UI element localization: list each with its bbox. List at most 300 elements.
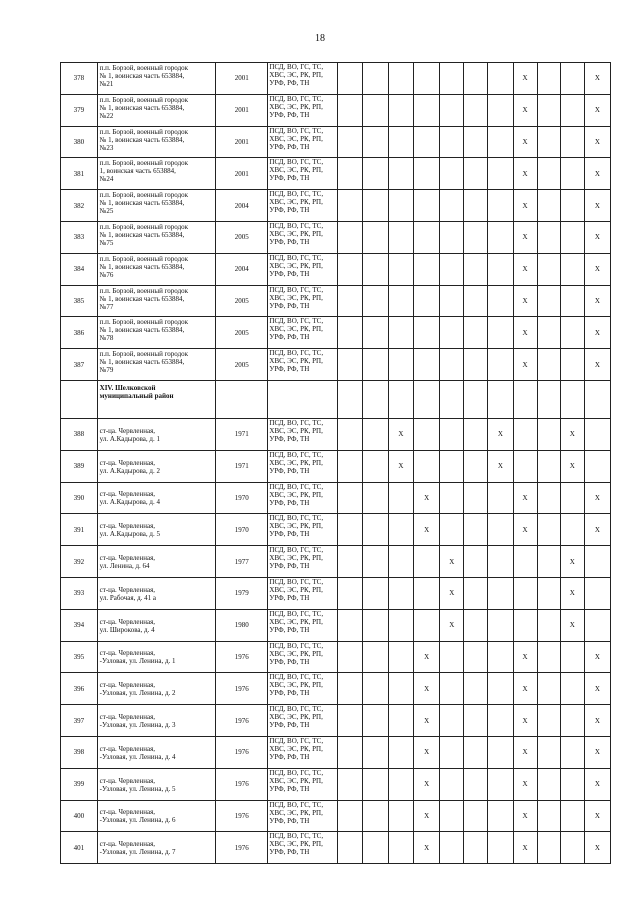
mark-cell: [414, 285, 440, 317]
row-address: ст-ца. Червленная, -Узловая, ул. Ленина, д. 2: [97, 673, 215, 705]
row-systems: ПСД, ВО, ГС, ТС, ХВС, ЭС, РК, РП, УРФ, РФ, ТН: [268, 158, 337, 190]
row-address: ст-ца. Червленная, ул. А.Кадырова, д. 5: [97, 514, 215, 546]
row-year: 2001: [216, 94, 268, 126]
row-address: ст-ца. Червленная, ул. А.Кадырова, д. 4: [97, 482, 215, 514]
mark-cell: [440, 800, 464, 832]
row-systems: ПСД, ВО, ГС, ТС, ХВС, ЭС, РК, РП, УРФ, РФ, ТН: [268, 800, 337, 832]
row-number: 388: [61, 418, 98, 450]
mark-cell: [337, 221, 362, 253]
row-number: 381: [61, 158, 98, 190]
section-title: XIV. Шелковской муниципальный район: [97, 380, 215, 418]
buildings-table: [60, 62, 611, 864]
mark-cell: [488, 317, 513, 349]
mark-cell: [464, 221, 488, 253]
mark-cell: [488, 285, 513, 317]
mark-cell: [537, 705, 560, 737]
row-year: 2005: [216, 285, 268, 317]
mark-cell: X: [560, 577, 584, 609]
mark-cell: [560, 673, 584, 705]
mark-cell: [560, 482, 584, 514]
row-number: 398: [61, 736, 98, 768]
mark-cell: [464, 609, 488, 641]
mark-cell: X: [513, 63, 537, 95]
mark-cell: [584, 577, 610, 609]
mark-cell: [560, 736, 584, 768]
row-systems: ПСД, ВО, ГС, ТС, ХВС, ЭС, РК, РП, УРФ, РФ, ТН: [268, 190, 337, 222]
mark-cell: [440, 832, 464, 864]
mark-cell: [560, 94, 584, 126]
table-row: [61, 349, 611, 381]
mark-cell: [440, 349, 464, 381]
row-number: 393: [61, 577, 98, 609]
section: [61, 380, 611, 418]
mark-cell: [584, 609, 610, 641]
mark-cell: [337, 285, 362, 317]
section-num-cell: [61, 380, 98, 418]
mark-cell: [537, 190, 560, 222]
mark-cell: X: [560, 546, 584, 578]
mark-cell: [414, 190, 440, 222]
mark-cell: [537, 800, 560, 832]
mark-cell: [440, 285, 464, 317]
row-systems: ПСД, ВО, ГС, ТС, ХВС, ЭС, РК, РП, УРФ, РФ, ТН: [268, 285, 337, 317]
mark-cell: [337, 641, 362, 673]
mark-cell: X: [513, 800, 537, 832]
mark-cell: [388, 349, 413, 381]
mark-cell: [560, 514, 584, 546]
row-systems: ПСД, ВО, ГС, ТС, ХВС, ЭС, РК, РП, УРФ, РФ, ТН: [268, 221, 337, 253]
row-number: 384: [61, 253, 98, 285]
mark-cell: X: [513, 126, 537, 158]
mark-cell: [584, 450, 610, 482]
mark-cell: [440, 450, 464, 482]
mark-cell: [362, 609, 388, 641]
mark-cell: [560, 158, 584, 190]
table-row: [61, 63, 611, 95]
row-systems: ПСД, ВО, ГС, ТС, ХВС, ЭС, РК, РП, УРФ, РФ, ТН: [268, 126, 337, 158]
row-address: ст-ца. Червленная, ул. А.Кадырова, д. 2: [97, 450, 215, 482]
mark-cell: [464, 705, 488, 737]
mark-cell: [560, 832, 584, 864]
mark-cell: [537, 418, 560, 450]
mark-cell: X: [513, 158, 537, 190]
mark-cell: [560, 641, 584, 673]
mark-cell: [337, 482, 362, 514]
row-systems: ПСД, ВО, ГС, ТС, ХВС, ЭС, РК, РП, УРФ, РФ, ТН: [268, 94, 337, 126]
mark-cell: [337, 736, 362, 768]
section-row: [61, 380, 611, 418]
row-systems: ПСД, ВО, ГС, ТС, ХВС, ЭС, РК, РП, УРФ, РФ, ТН: [268, 546, 337, 578]
row-number: 401: [61, 832, 98, 864]
mark-cell: X: [584, 736, 610, 768]
mark-cell: [388, 736, 413, 768]
mark-cell: [488, 577, 513, 609]
mark-cell: X: [584, 190, 610, 222]
mark-cell: [362, 577, 388, 609]
mark-cell: [337, 800, 362, 832]
mark-cell: [464, 349, 488, 381]
row-address: ст-ца. Червленная, -Узловая, ул. Ленина, д. 4: [97, 736, 215, 768]
table-row: [61, 126, 611, 158]
mark-cell: [362, 832, 388, 864]
mark-cell: [337, 158, 362, 190]
mark-cell: [440, 94, 464, 126]
mark-cell: [513, 450, 537, 482]
mark-cell: [488, 546, 513, 578]
mark-cell: [362, 349, 388, 381]
mark-cell: X: [584, 63, 610, 95]
mark-cell: X: [513, 349, 537, 381]
mark-cell: [537, 641, 560, 673]
mark-cell: [414, 221, 440, 253]
mark-cell: [388, 800, 413, 832]
row-number: 385: [61, 285, 98, 317]
mark-cell: [464, 285, 488, 317]
mark-cell: [488, 736, 513, 768]
row-address: ст-ца. Червленная, -Узловая, ул. Ленина, д. 1: [97, 641, 215, 673]
row-year: 1976: [216, 736, 268, 768]
table-row: [61, 673, 611, 705]
row-number: 378: [61, 63, 98, 95]
row-year: 1976: [216, 800, 268, 832]
row-number: 387: [61, 349, 98, 381]
table-row: [61, 768, 611, 800]
mark-cell: [388, 673, 413, 705]
mark-cell: [337, 546, 362, 578]
mark-cell: [388, 546, 413, 578]
mark-cell: [362, 705, 388, 737]
mark-cell: [464, 418, 488, 450]
mark-cell: [440, 768, 464, 800]
row-systems: ПСД, ВО, ГС, ТС, ХВС, ЭС, РК, РП, УРФ, РФ, ТН: [268, 450, 337, 482]
mark-cell: [337, 317, 362, 349]
row-year: 1976: [216, 705, 268, 737]
mark-cell: [440, 253, 464, 285]
mark-cell: [337, 673, 362, 705]
mark-cell: [414, 94, 440, 126]
mark-cell: X: [584, 126, 610, 158]
mark-cell: [537, 126, 560, 158]
mark-cell: [362, 641, 388, 673]
mark-cell: [440, 158, 464, 190]
mark-cell: [537, 63, 560, 95]
row-systems: ПСД, ВО, ГС, ТС, ХВС, ЭС, РК, РП, УРФ, РФ, ТН: [268, 63, 337, 95]
mark-cell: [362, 673, 388, 705]
mark-cell: X: [513, 253, 537, 285]
mark-cell: [537, 285, 560, 317]
mark-cell: [513, 418, 537, 450]
mark-cell: [414, 418, 440, 450]
row-address: п.п. Борзой, военный городок № 1, воинская часть 653884, №78: [97, 317, 215, 349]
mark-cell: [337, 514, 362, 546]
mark-cell: [560, 800, 584, 832]
row-year: 2001: [216, 158, 268, 190]
mark-cell: [464, 514, 488, 546]
mark-cell: [560, 253, 584, 285]
mark-cell: [537, 482, 560, 514]
row-systems: ПСД, ВО, ГС, ТС, ХВС, ЭС, РК, РП, УРФ, РФ, ТН: [268, 577, 337, 609]
mark-cell: [337, 349, 362, 381]
row-number: 395: [61, 641, 98, 673]
row-year: 1980: [216, 609, 268, 641]
mark-cell: X: [513, 190, 537, 222]
mark-cell: [560, 221, 584, 253]
mark-cell: X: [513, 705, 537, 737]
mark-cell: [337, 832, 362, 864]
mark-cell: [560, 63, 584, 95]
mark-cell: [440, 418, 464, 450]
mark-cell: [464, 63, 488, 95]
mark-cell: [362, 800, 388, 832]
mark-cell: [464, 768, 488, 800]
row-address: п.п. Борзой, военный городок № 1, воинская часть 653884, №25: [97, 190, 215, 222]
mark-cell: [560, 768, 584, 800]
mark-cell: X: [560, 418, 584, 450]
table-row: [61, 736, 611, 768]
row-systems: ПСД, ВО, ГС, ТС, ХВС, ЭС, РК, РП, УРФ, РФ, ТН: [268, 482, 337, 514]
mark-cell: X: [414, 705, 440, 737]
mark-cell: X: [584, 253, 610, 285]
rows-before: [61, 63, 611, 381]
row-number: 386: [61, 317, 98, 349]
table-row: [61, 418, 611, 450]
mark-cell: X: [513, 317, 537, 349]
mark-cell: X: [513, 514, 537, 546]
mark-cell: [584, 546, 610, 578]
mark-cell: X: [513, 832, 537, 864]
mark-cell: [488, 221, 513, 253]
row-year: 1976: [216, 768, 268, 800]
row-number: 383: [61, 221, 98, 253]
mark-cell: [388, 514, 413, 546]
mark-cell: [488, 94, 513, 126]
row-address: п.п. Борзой, военный городок № 1, воинская часть 653884, №21: [97, 63, 215, 95]
table-row: [61, 577, 611, 609]
mark-cell: [337, 63, 362, 95]
mark-cell: [464, 546, 488, 578]
mark-cell: [537, 94, 560, 126]
mark-cell: X: [513, 673, 537, 705]
mark-cell: [464, 641, 488, 673]
row-year: 1976: [216, 641, 268, 673]
mark-cell: [337, 253, 362, 285]
mark-cell: X: [584, 221, 610, 253]
table-row: [61, 221, 611, 253]
mark-cell: X: [584, 285, 610, 317]
mark-cell: [414, 546, 440, 578]
mark-cell: X: [584, 768, 610, 800]
mark-cell: [362, 768, 388, 800]
row-systems: ПСД, ВО, ГС, ТС, ХВС, ЭС, РК, РП, УРФ, РФ, ТН: [268, 673, 337, 705]
row-systems: ПСД, ВО, ГС, ТС, ХВС, ЭС, РК, РП, УРФ, РФ, ТН: [268, 768, 337, 800]
mark-cell: [414, 349, 440, 381]
mark-cell: [388, 285, 413, 317]
row-address: ст-ца. Червленная, -Узловая, ул. Ленина, д. 6: [97, 800, 215, 832]
row-address: ст-ца. Червленная, -Узловая, ул. Ленина, д. 3: [97, 705, 215, 737]
mark-cell: X: [584, 317, 610, 349]
row-address: ст-ца. Червленная, -Узловая, ул. Ленина, д. 7: [97, 832, 215, 864]
mark-cell: [488, 609, 513, 641]
mark-cell: [337, 577, 362, 609]
mark-cell: [560, 285, 584, 317]
row-year: 2004: [216, 253, 268, 285]
mark-cell: X: [584, 94, 610, 126]
mark-cell: [488, 253, 513, 285]
mark-cell: [388, 63, 413, 95]
mark-cell: X: [584, 482, 610, 514]
mark-cell: [584, 418, 610, 450]
row-number: 382: [61, 190, 98, 222]
mark-cell: [388, 609, 413, 641]
mark-cell: [537, 349, 560, 381]
mark-cell: X: [488, 418, 513, 450]
mark-cell: [513, 609, 537, 641]
page-number: 18: [315, 33, 325, 44]
mark-cell: [388, 221, 413, 253]
row-systems: ПСД, ВО, ГС, ТС, ХВС, ЭС, РК, РП, УРФ, РФ, ТН: [268, 641, 337, 673]
row-year: 1977: [216, 546, 268, 578]
mark-cell: [537, 514, 560, 546]
mark-cell: [464, 673, 488, 705]
mark-cell: [414, 609, 440, 641]
row-year: 1970: [216, 514, 268, 546]
table-row: [61, 190, 611, 222]
row-number: 391: [61, 514, 98, 546]
mark-cell: [414, 317, 440, 349]
table-row: [61, 94, 611, 126]
mark-cell: [440, 221, 464, 253]
mark-cell: [488, 126, 513, 158]
mark-cell: [488, 482, 513, 514]
mark-cell: [440, 126, 464, 158]
mark-cell: [560, 190, 584, 222]
mark-cell: [537, 158, 560, 190]
mark-cell: [537, 673, 560, 705]
mark-cell: [362, 158, 388, 190]
mark-cell: X: [388, 450, 413, 482]
mark-cell: [464, 158, 488, 190]
mark-cell: [464, 482, 488, 514]
table-row: [61, 800, 611, 832]
mark-cell: X: [414, 768, 440, 800]
mark-cell: [414, 126, 440, 158]
mark-cell: [362, 317, 388, 349]
table-row: [61, 253, 611, 285]
table-row: [61, 832, 611, 864]
mark-cell: [537, 609, 560, 641]
mark-cell: X: [584, 673, 610, 705]
mark-cell: X: [414, 641, 440, 673]
row-year: 2001: [216, 126, 268, 158]
mark-cell: [560, 317, 584, 349]
table-row: [61, 158, 611, 190]
mark-cell: [388, 126, 413, 158]
mark-cell: [537, 450, 560, 482]
mark-cell: [464, 253, 488, 285]
mark-cell: [414, 577, 440, 609]
mark-cell: [388, 768, 413, 800]
mark-cell: [440, 63, 464, 95]
table-row: [61, 514, 611, 546]
row-address: ст-ца. Червленная, ул. Рабочая, д. 41 а: [97, 577, 215, 609]
mark-cell: [488, 641, 513, 673]
mark-cell: [464, 94, 488, 126]
row-year: 2004: [216, 190, 268, 222]
table-row: [61, 705, 611, 737]
mark-cell: [488, 768, 513, 800]
mark-cell: X: [584, 641, 610, 673]
mark-cell: [362, 450, 388, 482]
mark-cell: [337, 190, 362, 222]
mark-cell: [337, 609, 362, 641]
mark-cell: [388, 832, 413, 864]
mark-cell: X: [414, 832, 440, 864]
table-row: [61, 482, 611, 514]
mark-cell: [464, 317, 488, 349]
mark-cell: [362, 253, 388, 285]
mark-cell: [440, 482, 464, 514]
row-number: 394: [61, 609, 98, 641]
mark-cell: [537, 546, 560, 578]
rows-after: [61, 418, 611, 863]
mark-cell: [362, 285, 388, 317]
mark-cell: [440, 317, 464, 349]
mark-cell: [414, 158, 440, 190]
mark-cell: [337, 418, 362, 450]
mark-cell: X: [584, 800, 610, 832]
mark-cell: [440, 641, 464, 673]
mark-cell: [388, 705, 413, 737]
row-systems: ПСД, ВО, ГС, ТС, ХВС, ЭС, РК, РП, УРФ, РФ, ТН: [268, 832, 337, 864]
row-number: 389: [61, 450, 98, 482]
mark-cell: X: [584, 158, 610, 190]
mark-cell: [362, 418, 388, 450]
mark-cell: [488, 63, 513, 95]
table-row: [61, 317, 611, 349]
mark-cell: [362, 63, 388, 95]
mark-cell: X: [414, 800, 440, 832]
mark-cell: [362, 736, 388, 768]
mark-cell: [537, 253, 560, 285]
mark-cell: [388, 482, 413, 514]
mark-cell: [414, 450, 440, 482]
mark-cell: [488, 514, 513, 546]
mark-cell: [388, 94, 413, 126]
mark-cell: [464, 800, 488, 832]
mark-cell: [488, 832, 513, 864]
row-address: п.п. Борзой, военный городок № 1, воинская часть 653884, №23: [97, 126, 215, 158]
row-number: 399: [61, 768, 98, 800]
row-systems: ПСД, ВО, ГС, ТС, ХВС, ЭС, РК, РП, УРФ, РФ, ТН: [268, 349, 337, 381]
row-address: п.п. Борзой, военный городок № 1, воинская часть 653884, №76: [97, 253, 215, 285]
row-number: 390: [61, 482, 98, 514]
mark-cell: [440, 514, 464, 546]
row-number: 397: [61, 705, 98, 737]
row-systems: ПСД, ВО, ГС, ТС, ХВС, ЭС, РК, РП, УРФ, РФ, ТН: [268, 609, 337, 641]
row-systems: ПСД, ВО, ГС, ТС, ХВС, ЭС, РК, РП, УРФ, РФ, ТН: [268, 418, 337, 450]
row-number: 396: [61, 673, 98, 705]
row-number: 392: [61, 546, 98, 578]
mark-cell: [513, 546, 537, 578]
mark-cell: [388, 190, 413, 222]
mark-cell: X: [513, 641, 537, 673]
mark-cell: [440, 705, 464, 737]
mark-cell: [362, 126, 388, 158]
row-address: ст-ца. Червленная, -Узловая, ул. Ленина, д. 5: [97, 768, 215, 800]
mark-cell: X: [440, 546, 464, 578]
row-systems: ПСД, ВО, ГС, ТС, ХВС, ЭС, РК, РП, УРФ, РФ, ТН: [268, 514, 337, 546]
mark-cell: [414, 63, 440, 95]
